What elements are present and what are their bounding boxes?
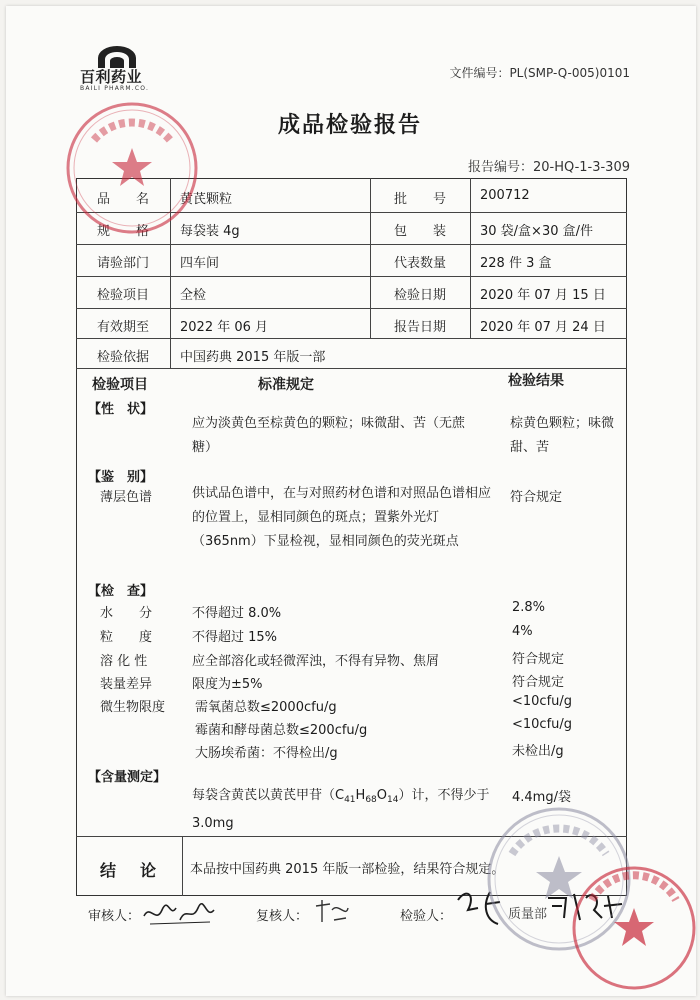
assay-standard: 每袋含黄芪以黄芪甲苷$(C_{41}H_{68}O_{14})$计，不得少于 3.0mg bbox=[192, 788, 490, 831]
conclusion-label: 结论 bbox=[100, 861, 181, 880]
logo-arch-icon bbox=[94, 46, 140, 68]
dept-label: 请验部门 bbox=[96, 256, 149, 271]
batch-value: 200712 bbox=[480, 188, 530, 203]
check-name: 微生物限度 bbox=[100, 700, 166, 715]
check-result: 2.8% bbox=[512, 600, 546, 615]
check-result: <10cfu/g bbox=[512, 717, 573, 732]
row-divider bbox=[76, 276, 627, 277]
check-result: 4% bbox=[512, 624, 533, 639]
check-result: 符合规定 bbox=[512, 675, 565, 690]
check-name: 粒 度 bbox=[100, 630, 153, 645]
document-number: 文件编号：PL(SMP-Q-005)0101 bbox=[449, 66, 630, 80]
character-result: 棕黄色颗粒；味微甜、苦 bbox=[510, 416, 615, 455]
logo-chinese-name: 百利药业 bbox=[80, 68, 143, 86]
section-identify: 【鉴 别】 bbox=[88, 470, 154, 485]
report-number: 报告编号：20-HQ-1-3-309 bbox=[467, 160, 630, 175]
section-assay: 【含量测定】 bbox=[88, 770, 167, 785]
pack-label: 包 装 bbox=[393, 224, 446, 239]
logo-english-name: BAILI PHARM.CO. bbox=[80, 85, 150, 92]
company-seal-stamp bbox=[64, 100, 200, 236]
pack-value: 30 袋/盒×30 盒/件 bbox=[480, 224, 594, 239]
expiry-value: 2022 年 06 月 bbox=[180, 320, 269, 335]
check-standard: 霉菌和酵母菌总数≤200cfu/g bbox=[195, 723, 368, 738]
item-value: 全检 bbox=[180, 288, 207, 303]
check-standard: 需氧菌总数≤2000cfu/g bbox=[195, 700, 337, 715]
check-name: 水 分 bbox=[100, 606, 153, 621]
row-divider bbox=[76, 368, 627, 369]
identify-result: 符合规定 bbox=[510, 490, 563, 505]
rechecker-label: 复核人： bbox=[256, 909, 309, 924]
column-header-standard: 标准规定 bbox=[258, 377, 314, 393]
row-divider bbox=[76, 308, 627, 309]
qty-label: 代表数量 bbox=[393, 256, 446, 271]
column-header-item: 检验项目 bbox=[92, 377, 148, 393]
report-date-label: 报告日期 bbox=[393, 320, 446, 335]
row-divider bbox=[76, 244, 627, 245]
reviewer-signature bbox=[140, 896, 220, 930]
page-title: 成品检验报告 bbox=[277, 113, 422, 138]
conclusion-text: 本品按中国药典 2015 年版一部检验，结果符合规定。 bbox=[190, 862, 505, 877]
reviewer-label: 审核人： bbox=[88, 909, 141, 924]
report-date-value: 2020 年 07 月 24 日 bbox=[480, 320, 606, 335]
row-divider bbox=[76, 338, 627, 339]
identify-name: 薄层色谱 bbox=[100, 490, 153, 505]
inspect-date-value: 2020 年 07 月 15 日 bbox=[480, 288, 606, 303]
qty-value: 228 件 3 盒 bbox=[480, 256, 552, 271]
check-standard: 不得超过 8.0% bbox=[192, 606, 282, 621]
section-check: 【检 查】 bbox=[88, 584, 154, 599]
batch-label: 批 号 bbox=[393, 192, 446, 207]
check-result: <10cfu/g bbox=[512, 694, 573, 709]
check-result: 未检出/g bbox=[512, 744, 564, 759]
product-name-label: 品 名 bbox=[96, 192, 149, 207]
check-name: 溶 化 性 bbox=[100, 654, 148, 669]
assay-result: 4.4mg/袋 bbox=[512, 790, 571, 805]
expiry-label: 有效期至 bbox=[96, 320, 149, 335]
check-standard: 大肠埃希菌：不得检出/g bbox=[195, 746, 338, 761]
identify-standard: 供试品色谱中，在与对照药材色谱和对照品色谱相应的位置上，显相同颜色的斑点；置紫外光灯（365nm）下显检视，显相同颜色的荧光斑点 bbox=[192, 486, 492, 549]
spec-value: 每袋装 4g bbox=[180, 224, 240, 239]
check-standard: 应全部溶化或轻微浑浊，不得有异物、焦屑 bbox=[192, 654, 440, 669]
item-label: 检验项目 bbox=[96, 288, 149, 303]
product-name-value: 黄芪颗粒 bbox=[180, 192, 233, 207]
qa-label: 质量部 bbox=[508, 907, 548, 922]
rechecker-signature bbox=[312, 896, 352, 928]
quality-seal-stamp bbox=[568, 862, 700, 994]
col-divider bbox=[470, 178, 471, 338]
section-character: 【性 状】 bbox=[88, 402, 154, 417]
dept-value: 四车间 bbox=[180, 256, 220, 271]
inspect-date-label: 检验日期 bbox=[393, 288, 446, 303]
inspector-label: 检验人： bbox=[400, 909, 453, 924]
column-header-result: 检验结果 bbox=[508, 373, 564, 389]
character-standard: 应为淡黄色至棕黄色的颗粒；味微甜、苦（无蔗糖） bbox=[192, 416, 466, 455]
check-standard: 限度为±5% bbox=[192, 677, 263, 692]
col-divider bbox=[182, 836, 183, 896]
check-name: 装量差异 bbox=[100, 677, 153, 692]
check-result: 符合规定 bbox=[512, 652, 565, 667]
spec-label: 规 格 bbox=[96, 224, 149, 239]
basis-value: 中国药典 2015 年版一部 bbox=[180, 350, 326, 365]
check-standard: 不得超过 15% bbox=[192, 630, 278, 645]
basis-label: 检验依据 bbox=[96, 350, 149, 365]
company-logo bbox=[80, 44, 160, 99]
